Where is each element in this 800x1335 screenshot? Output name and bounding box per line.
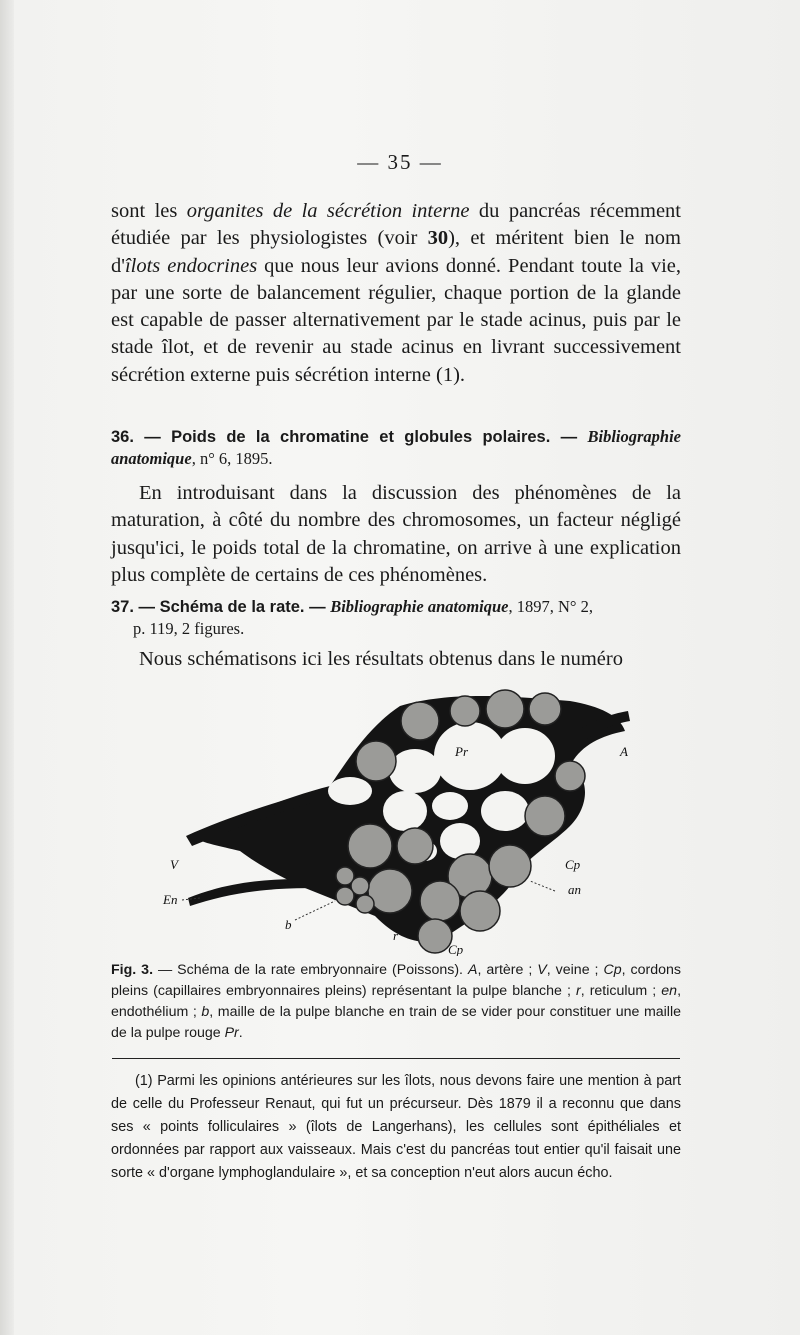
spleen-diagram (150, 676, 660, 956)
entry-36-heading: 36. — Poids de la chromatine et globules polaires. — Bibliographie anatomique, n° 6, 1895. (111, 427, 681, 468)
label-an: an (568, 882, 581, 897)
label-en: En (163, 892, 178, 907)
red-pulp-cavity (440, 823, 480, 859)
endothelium-strand (188, 879, 338, 906)
page-number: — 35 — (357, 150, 443, 174)
label-cp-bottom: Cp (448, 942, 464, 956)
figure-caption: Fig. 3. — Schéma de la rate embryonnaire (Poissons). A, artère ; V, veine ; Cp, cordons pleins (capillaires embryonnaires pleins) représentant la pulpe blanche ; r, reticulum ; en, endothélium ; b, maille de la pulpe blanche en train de se vider pour constituer une maille de la pulpe rouge Pr. (111, 962, 682, 1041)
page-binding-shadow (0, 0, 14, 1335)
label-cp-right: Cp (565, 857, 581, 872)
label-b: b (285, 917, 292, 932)
entry-37-heading: 37. — Schéma de la rate. — Bibliographie anatomique, 1897, N° 2, p. 119, 2 figures. (111, 597, 594, 638)
red-pulp-cavity (432, 792, 468, 820)
label-a: A (620, 744, 628, 759)
spleen-schematic-svg (150, 676, 660, 956)
red-pulp-cavity (389, 749, 441, 793)
label-r: r (393, 928, 399, 943)
red-pulp-cavity (383, 791, 427, 831)
footnote-separator (112, 1058, 680, 1059)
label-v: V (170, 857, 178, 872)
red-pulp-cavity (495, 728, 555, 784)
footnote-1: (1) Parmi les opinions antérieures sur les îlots, nous devons faire une mention à part de celle du Professeur Renaut, qui fut un précurseur. Dès 1879 il a reconnu que dans ses « points folliculaires » (îlots de Langerhans), les cellules sont épithéliales et ordonnées par rapport aux vaisseaux. Mais c'est du pancréas tout entier qu'il faisait une sorte « d'organe lymphoglandulaire », et sa conception n'eut alors aucun écho. (111, 1073, 681, 1181)
label-pr: Pr (455, 744, 468, 759)
paragraph-chromatine: En introduisant dans la discussion des phénomènes de la maturation, à côté du nombre des chromosomes, un facteur négligé jusqu'ici, le poids total de la chromatine, on arrive à une explication plus complète de certains de ces phénomènes. (111, 482, 681, 586)
red-pulp-cavity (328, 777, 372, 805)
red-pulp-cavity (481, 791, 529, 831)
paragraph-schema: Nous schématisons ici les résultats obtenus dans le numéro (139, 648, 623, 670)
paragraph-organites: sont les organites de la sécrétion interne du pancréas récemment étudiée par les physiologistes (voir 30), et méritent bien le nom d'îlots endocrines que nous leur avions donné. Pendant toute la vie, par une sorte de balancement régulier, chaque portion de la glande est capable de passer alternativement par le stade acinus, puis par le stade îlot, et de revenir au stade acinus en livrant successivement sécrétion externe puis sécrétion interne (1). (111, 200, 681, 386)
